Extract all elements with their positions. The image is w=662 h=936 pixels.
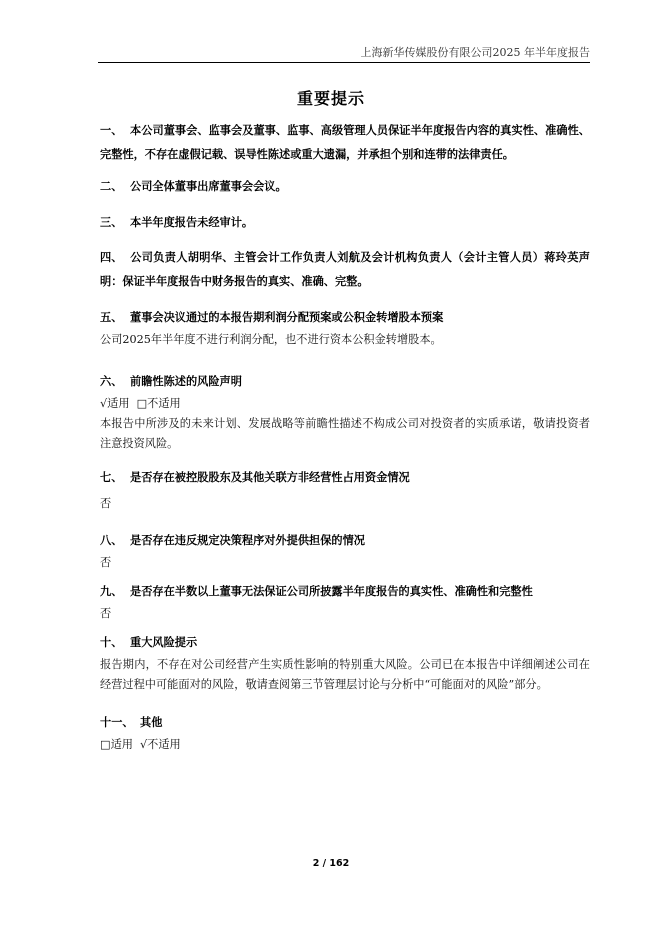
notice-item-2 [100, 175, 590, 199]
notice-number: 四、 [100, 251, 123, 264]
notice-heading-text: 重大风险提示 [130, 636, 198, 649]
notice-item-9 [100, 580, 590, 624]
notice-number: 十一、 [100, 716, 134, 729]
notice-heading-text: 本公司董事会、监事会及董事、监事、高级管理人员保证半年度报告内容的真实性、准确性、完整性，不存在虚假记载、误导性陈述或重大遗漏，并承担个别和连带的法律责任。 [100, 124, 590, 161]
notice-item-7 [100, 466, 590, 514]
notice-number: 五、 [100, 311, 123, 324]
notice-item-11 [100, 711, 590, 755]
notice-item-3 [100, 211, 590, 235]
applicability-checkbox: √适用 □不适用 [100, 397, 181, 410]
notice-item-5 [100, 306, 590, 350]
notice-body: 否 [100, 556, 112, 569]
notice-item-1 [100, 119, 590, 167]
notice-heading [100, 711, 590, 735]
notice-heading [100, 631, 590, 655]
notice-heading [100, 119, 590, 167]
notice-heading-text: 前瞻性陈述的风险声明 [130, 375, 242, 388]
notice-body: 否 [100, 497, 112, 510]
notice-item-8 [100, 529, 590, 573]
notice-item-10 [100, 631, 590, 695]
notice-item-6 [100, 370, 590, 454]
notice-heading [100, 306, 590, 330]
notice-body: 报告期内，不存在对公司经营产生实质性影响的特别重大风险。公司已在本报告中详细阐述公司在经营过程中可能面对的风险，敬请查阅第三节管理层讨论与分析中“可能面对的风险”部分。 [100, 658, 590, 691]
notice-heading [100, 370, 590, 394]
notice-number: 七、 [100, 471, 123, 484]
notice-heading-text: 是否存在违反规定决策程序对外提供担保的情况 [130, 534, 365, 547]
notice-number: 九、 [100, 585, 123, 598]
notice-number: 八、 [100, 534, 123, 547]
notice-number: 十、 [100, 636, 123, 649]
notice-heading [100, 175, 590, 199]
notice-item-4 [100, 246, 590, 294]
notice-number: 六、 [100, 375, 123, 388]
notice-number: 一、 [100, 124, 123, 137]
notice-heading-text: 本半年度报告未经审计。 [130, 216, 254, 229]
notice-heading-text: 是否存在被控股股东及其他关联方非经营性占用资金情况 [130, 471, 410, 484]
notice-heading [100, 466, 590, 490]
notice-body: 否 [100, 607, 112, 620]
notice-heading [100, 211, 590, 235]
notice-body: 公司2025年半年度不进行利润分配，也不进行资本公积金转增股本。 [100, 333, 442, 346]
page-number: 2 / 162 [312, 858, 350, 869]
notice-body: 本报告中所涉及的未来计划、发展战略等前瞻性描述不构成公司对投资者的实质承诺，敬请投资者注意投资风险。 [100, 417, 590, 450]
notice-heading-text: 公司全体董事出席董事会会议。 [130, 180, 287, 193]
notice-number: 二、 [100, 180, 123, 193]
notice-heading-text: 公司负责人胡明华、主管会计工作负责人刘航及会计机构负责人（会计主管人员）蒋玲英声明：保证半年度报告中财务报告的真实、准确、完整。 [100, 251, 590, 288]
notice-heading-text: 董事会决议通过的本报告期利润分配预案或公积金转增股本预案 [130, 311, 444, 324]
notice-heading-text: 是否存在半数以上董事无法保证公司所披露半年度报告的真实性、准确性和完整性 [130, 585, 533, 598]
notice-heading [100, 246, 590, 294]
notice-heading [100, 580, 590, 604]
header-divider [98, 62, 590, 63]
notice-heading [100, 529, 590, 553]
notice-heading-text: 其他 [140, 716, 163, 729]
page-title: 重要提示 [296, 89, 365, 108]
notice-number: 三、 [100, 216, 123, 229]
running-header: 上海新华传媒股份有限公司2025 年半年度报告 [360, 46, 590, 59]
applicability-checkbox: □适用 √不适用 [100, 738, 181, 751]
